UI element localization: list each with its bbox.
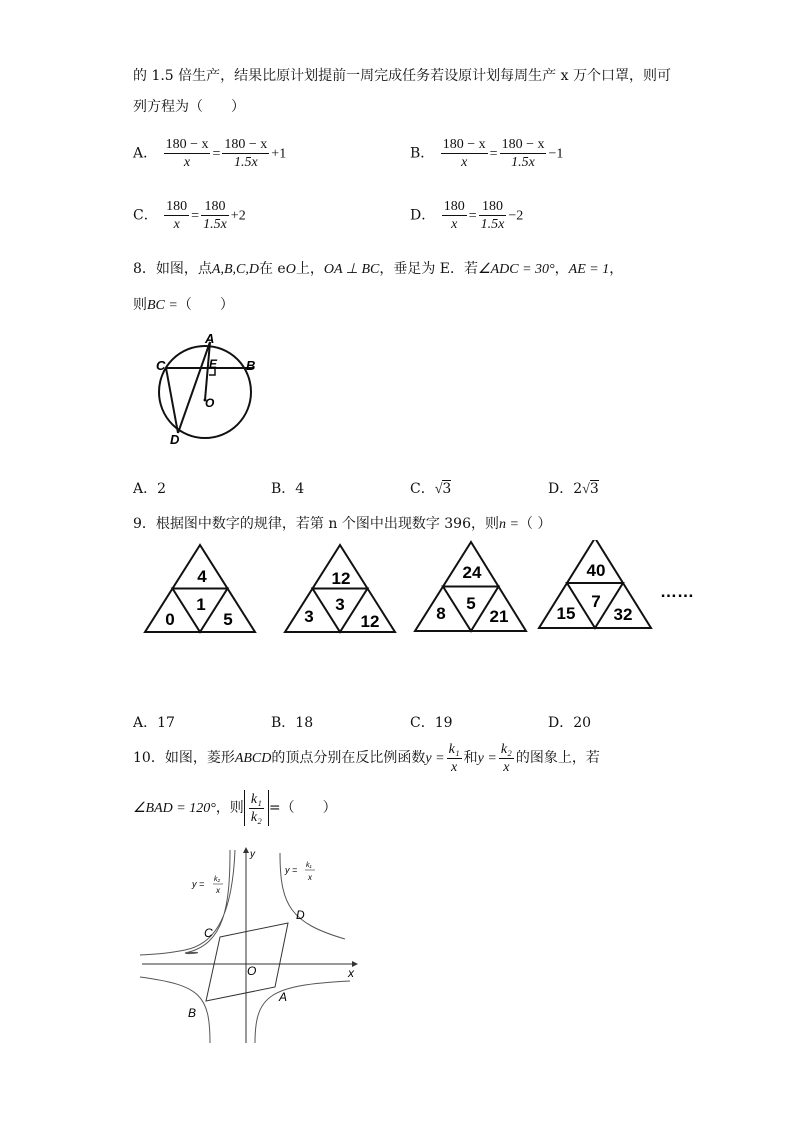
point-b-label: B — [246, 358, 256, 373]
q7-option-b[interactable]: B． $\frac{180 - x}{x}$ = $\frac{180 - x}{1.5x}$ −1 — [410, 137, 564, 170]
point-d-label: D — [170, 432, 180, 447]
triangle-1-right: 5 — [223, 610, 233, 629]
q8-stem-line1: 8．如图，点A,B,C,D在 eO上，OA ⊥ BC，垂足为 E．若∠ADC = 30°，AE = 1， — [133, 261, 624, 277]
y-axis-label: y — [250, 849, 255, 860]
x-axis-label: x — [348, 966, 354, 980]
triangle-2 — [285, 545, 395, 632]
q10-hyperbola-figure — [130, 845, 370, 1045]
q7-stem-line1: 的 1.5 倍生产，结果比原计划提前一周完成任务若设原计划每周生产 x 万个口罩，则可 — [133, 68, 671, 84]
right-curve-x: x — [308, 873, 312, 882]
q8-circle-figure — [150, 330, 270, 450]
triangle-2-center: 3 — [335, 595, 345, 614]
fraction: $\frac{\text{k₁}}{\text{k₂}}$ — [250, 791, 262, 825]
triangle-3-left: 8 — [436, 604, 446, 623]
fraction: $\frac{180}{1.5x}$ — [203, 199, 227, 232]
fraction: $\frac{\text{k₁}}{x}$ — [448, 741, 460, 775]
left-curve-x: x — [216, 886, 220, 895]
right-curve-label: y = — [285, 865, 298, 875]
q8-option-a[interactable]: A．2 — [133, 481, 167, 497]
triangle-4 — [539, 540, 651, 628]
triangle-4-right: 32 — [613, 605, 633, 624]
ellipsis: …… — [660, 582, 694, 601]
triangle-4-left: 15 — [556, 604, 576, 623]
triangle-3-top: 24 — [462, 563, 482, 582]
fraction: $\frac{180 - x}{x}$ — [165, 137, 209, 170]
point-d-label: D — [296, 908, 305, 922]
fraction: $\frac{180 - x}{1.5x}$ — [501, 137, 545, 170]
triangle-2-left: 3 — [304, 607, 314, 626]
point-e-label: E — [209, 357, 218, 371]
q8-stem-line2: 则BC =（ ） — [133, 297, 234, 313]
triangle-3 — [415, 542, 526, 631]
right-curve-k: k₁ — [306, 862, 312, 869]
triangle-3-right: 21 — [489, 607, 509, 626]
q9-stem: 9．根据图中数字的规律，若第 n 个图中出现数字 396，则n =（ ） — [133, 516, 552, 532]
point-a-label: A — [279, 990, 288, 1004]
q9-option-c[interactable]: C．19 — [410, 715, 453, 731]
point-o-label: O — [205, 396, 215, 410]
left-curve-label: y = — [192, 879, 205, 889]
point-b-label: B — [188, 1006, 197, 1020]
q9-triangles-figure — [140, 540, 710, 640]
q10-stem-line1: 10．如图，菱形ABCD的顶点分别在反比例函数y = $\frac{\text{k₁}}{x}$ 和y = $\frac{\text{k₂}}{x}$ 的图象上，若 — [133, 741, 600, 775]
point-c-label: C — [204, 926, 213, 940]
fraction: $\frac{\text{k₂}}{x}$ — [500, 741, 512, 775]
q10-stem-line2: ∠BAD = 120°，则 $\frac{\text{k₁}}{\text{k₂}}$ =（ ） — [133, 791, 337, 825]
point-c-label: C — [156, 358, 166, 373]
triangle-1-center: 1 — [196, 595, 206, 614]
triangle-4-center: 7 — [591, 592, 601, 611]
q9-option-d[interactable]: D．20 — [548, 715, 592, 731]
triangle-1 — [145, 545, 255, 632]
q7-option-c[interactable]: C． $\frac{180}{x}$ = $\frac{180}{1.5x}$ +2 — [133, 199, 246, 232]
q7-stem-line2: 列方程为（ ） — [133, 99, 245, 115]
origin-label: O — [247, 964, 257, 978]
left-curve-k: k₂ — [214, 876, 221, 883]
fraction: $\frac{180}{x}$ — [443, 199, 465, 232]
q7-option-d[interactable]: D． $\frac{180}{x}$ = $\frac{180}{1.5x}$ −2 — [410, 199, 524, 232]
triangle-4-top: 40 — [586, 561, 606, 580]
q9-option-a[interactable]: A．17 — [133, 715, 175, 731]
triangle-2-right: 12 — [360, 612, 380, 631]
triangle-2-top: 12 — [331, 569, 351, 588]
triangle-3-center: 5 — [466, 594, 476, 613]
triangle-1-left: 0 — [165, 610, 175, 629]
fraction: $\frac{180}{x}$ — [166, 199, 188, 232]
q8-option-c[interactable]: C．√3 — [410, 481, 452, 497]
q8-option-b[interactable]: B．4 — [271, 481, 305, 497]
triangle-1-top: 4 — [197, 567, 207, 586]
fraction: $\frac{180 - x}{x}$ — [442, 137, 486, 170]
q9-option-b[interactable]: B．18 — [271, 715, 314, 731]
point-a-label: A — [205, 331, 215, 346]
q8-option-d[interactable]: D．2√3 — [548, 481, 599, 497]
fraction: $\frac{180}{1.5x}$ — [480, 199, 505, 232]
q7-option-a[interactable]: A． $\frac{180 - x}{x}$ = $\frac{180 - x}{1.5x}$ +1 — [133, 137, 287, 170]
fraction: $\frac{180 - x}{1.5x}$ — [224, 137, 268, 170]
